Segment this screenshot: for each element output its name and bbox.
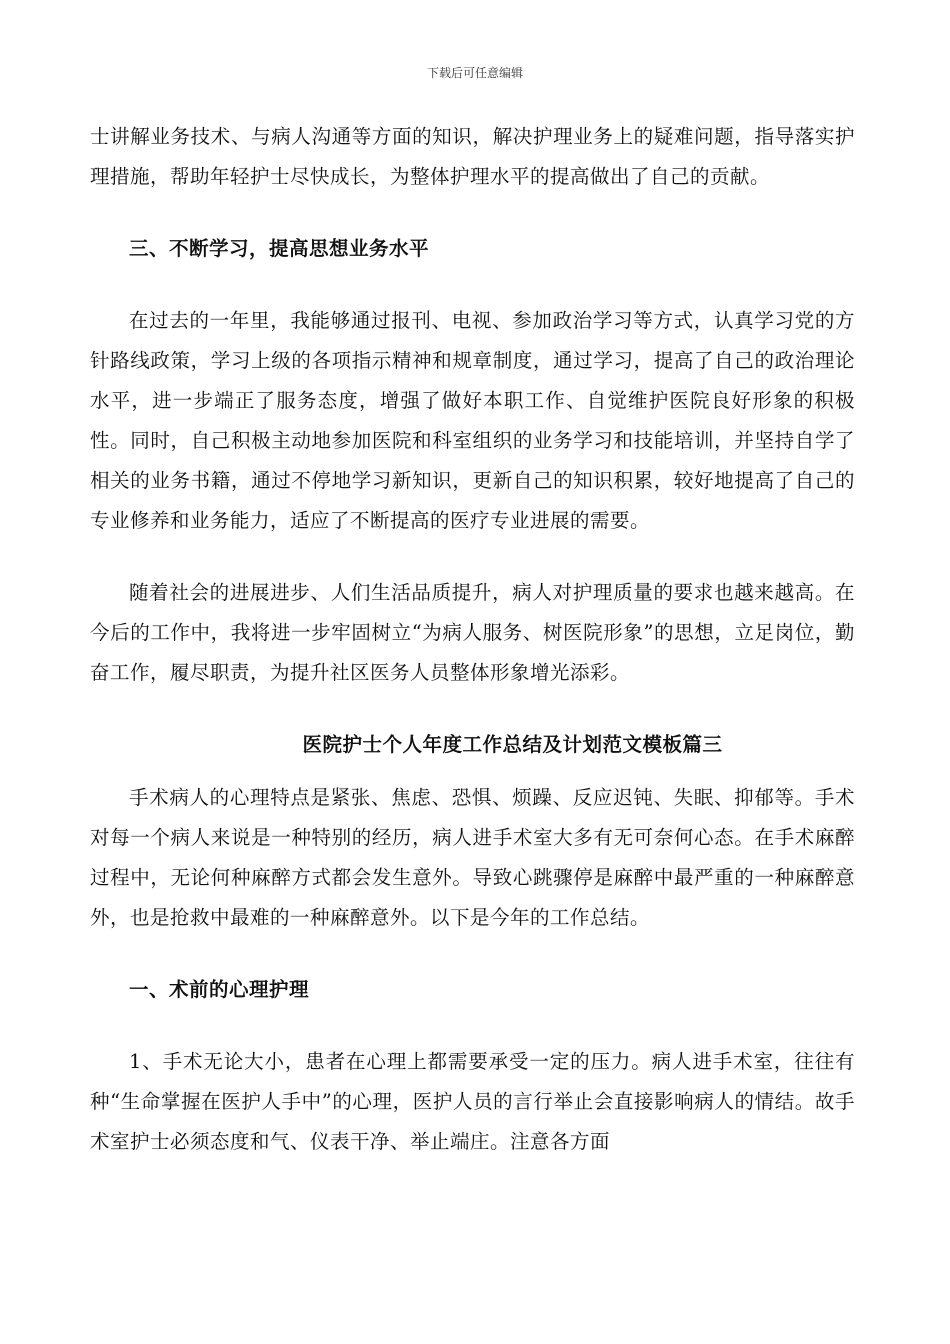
document-title: 医院护士个人年度工作总结及计划范文模板篇三 [302, 733, 723, 756]
paragraph: 士讲解业务技术、与病人沟通等方面的知识，解决护理业务上的疑难问题，指导落实护理措施，帮助年轻护士尽快成长，为整体护理水平的提高做出了自己的贡献。 [90, 125, 855, 188]
page-header: 下载后可任意编辑 [426, 66, 523, 80]
paragraph: 1、手术无论大小，患者在心理上都需要承受一定的压力。病人进手术室，往往有种“生命掌握在医护人手中”的心理，医护人员的言行举止会直接影响病人的情结。故手术室护士必须态度和气、仪表干净、举止端庄。注意各方面 [90, 1050, 855, 1153]
document-body [90, 117, 855, 1175]
paragraph: 在过去的一年里，我能够通过报刊、电视、参加政治学习等方式，认真学习党的方针路线政策，学习上级的各项指示精神和规章制度，通过学习，提高了自己的政治理论水平，进一步端正了服务态度，增强了做好本职工作、自觉维护医院良好形象的积极性。同时，自己积极主动地参加医院和科室组织的业务学习和技能培训，并坚持自学了相关的业务书籍，通过不停地学习新知识，更新自己的知识积累，较好地提高了自己的专业修养和业务能力，适应了不断提高的医疗专业进展的需要。 [90, 309, 855, 532]
section-heading: 一、术前的心理护理 [129, 978, 310, 1001]
paragraph: 手术病人的心理特点是紧张、焦虑、恐惧、烦躁、反应迟钝、失眠、抑郁等。手术对每一个病人来说是一种特别的经历，病人进手术室大多有无可奈何心态。在手术麻醉过程中，无论何种麻醉方式都会发生意外。导致心跳骤停是麻醉中最严重的一种麻醉意外，也是抢救中最难的一种麻醉意外。以下是今年的工作总结。 [90, 786, 855, 929]
section-heading: 三、不断学习，提高思想业务水平 [129, 237, 430, 260]
paragraph: 随着社会的进展进步、人们生活品质提升，病人对护理质量的要求也越来越高。在今后的工作中，我将进一步牢固树立“为病人服务、树医院形象”的思想，立足岗位，勤奋工作，履尽职责，为提升社区医务人员整体形象增光添彩。 [90, 581, 855, 684]
